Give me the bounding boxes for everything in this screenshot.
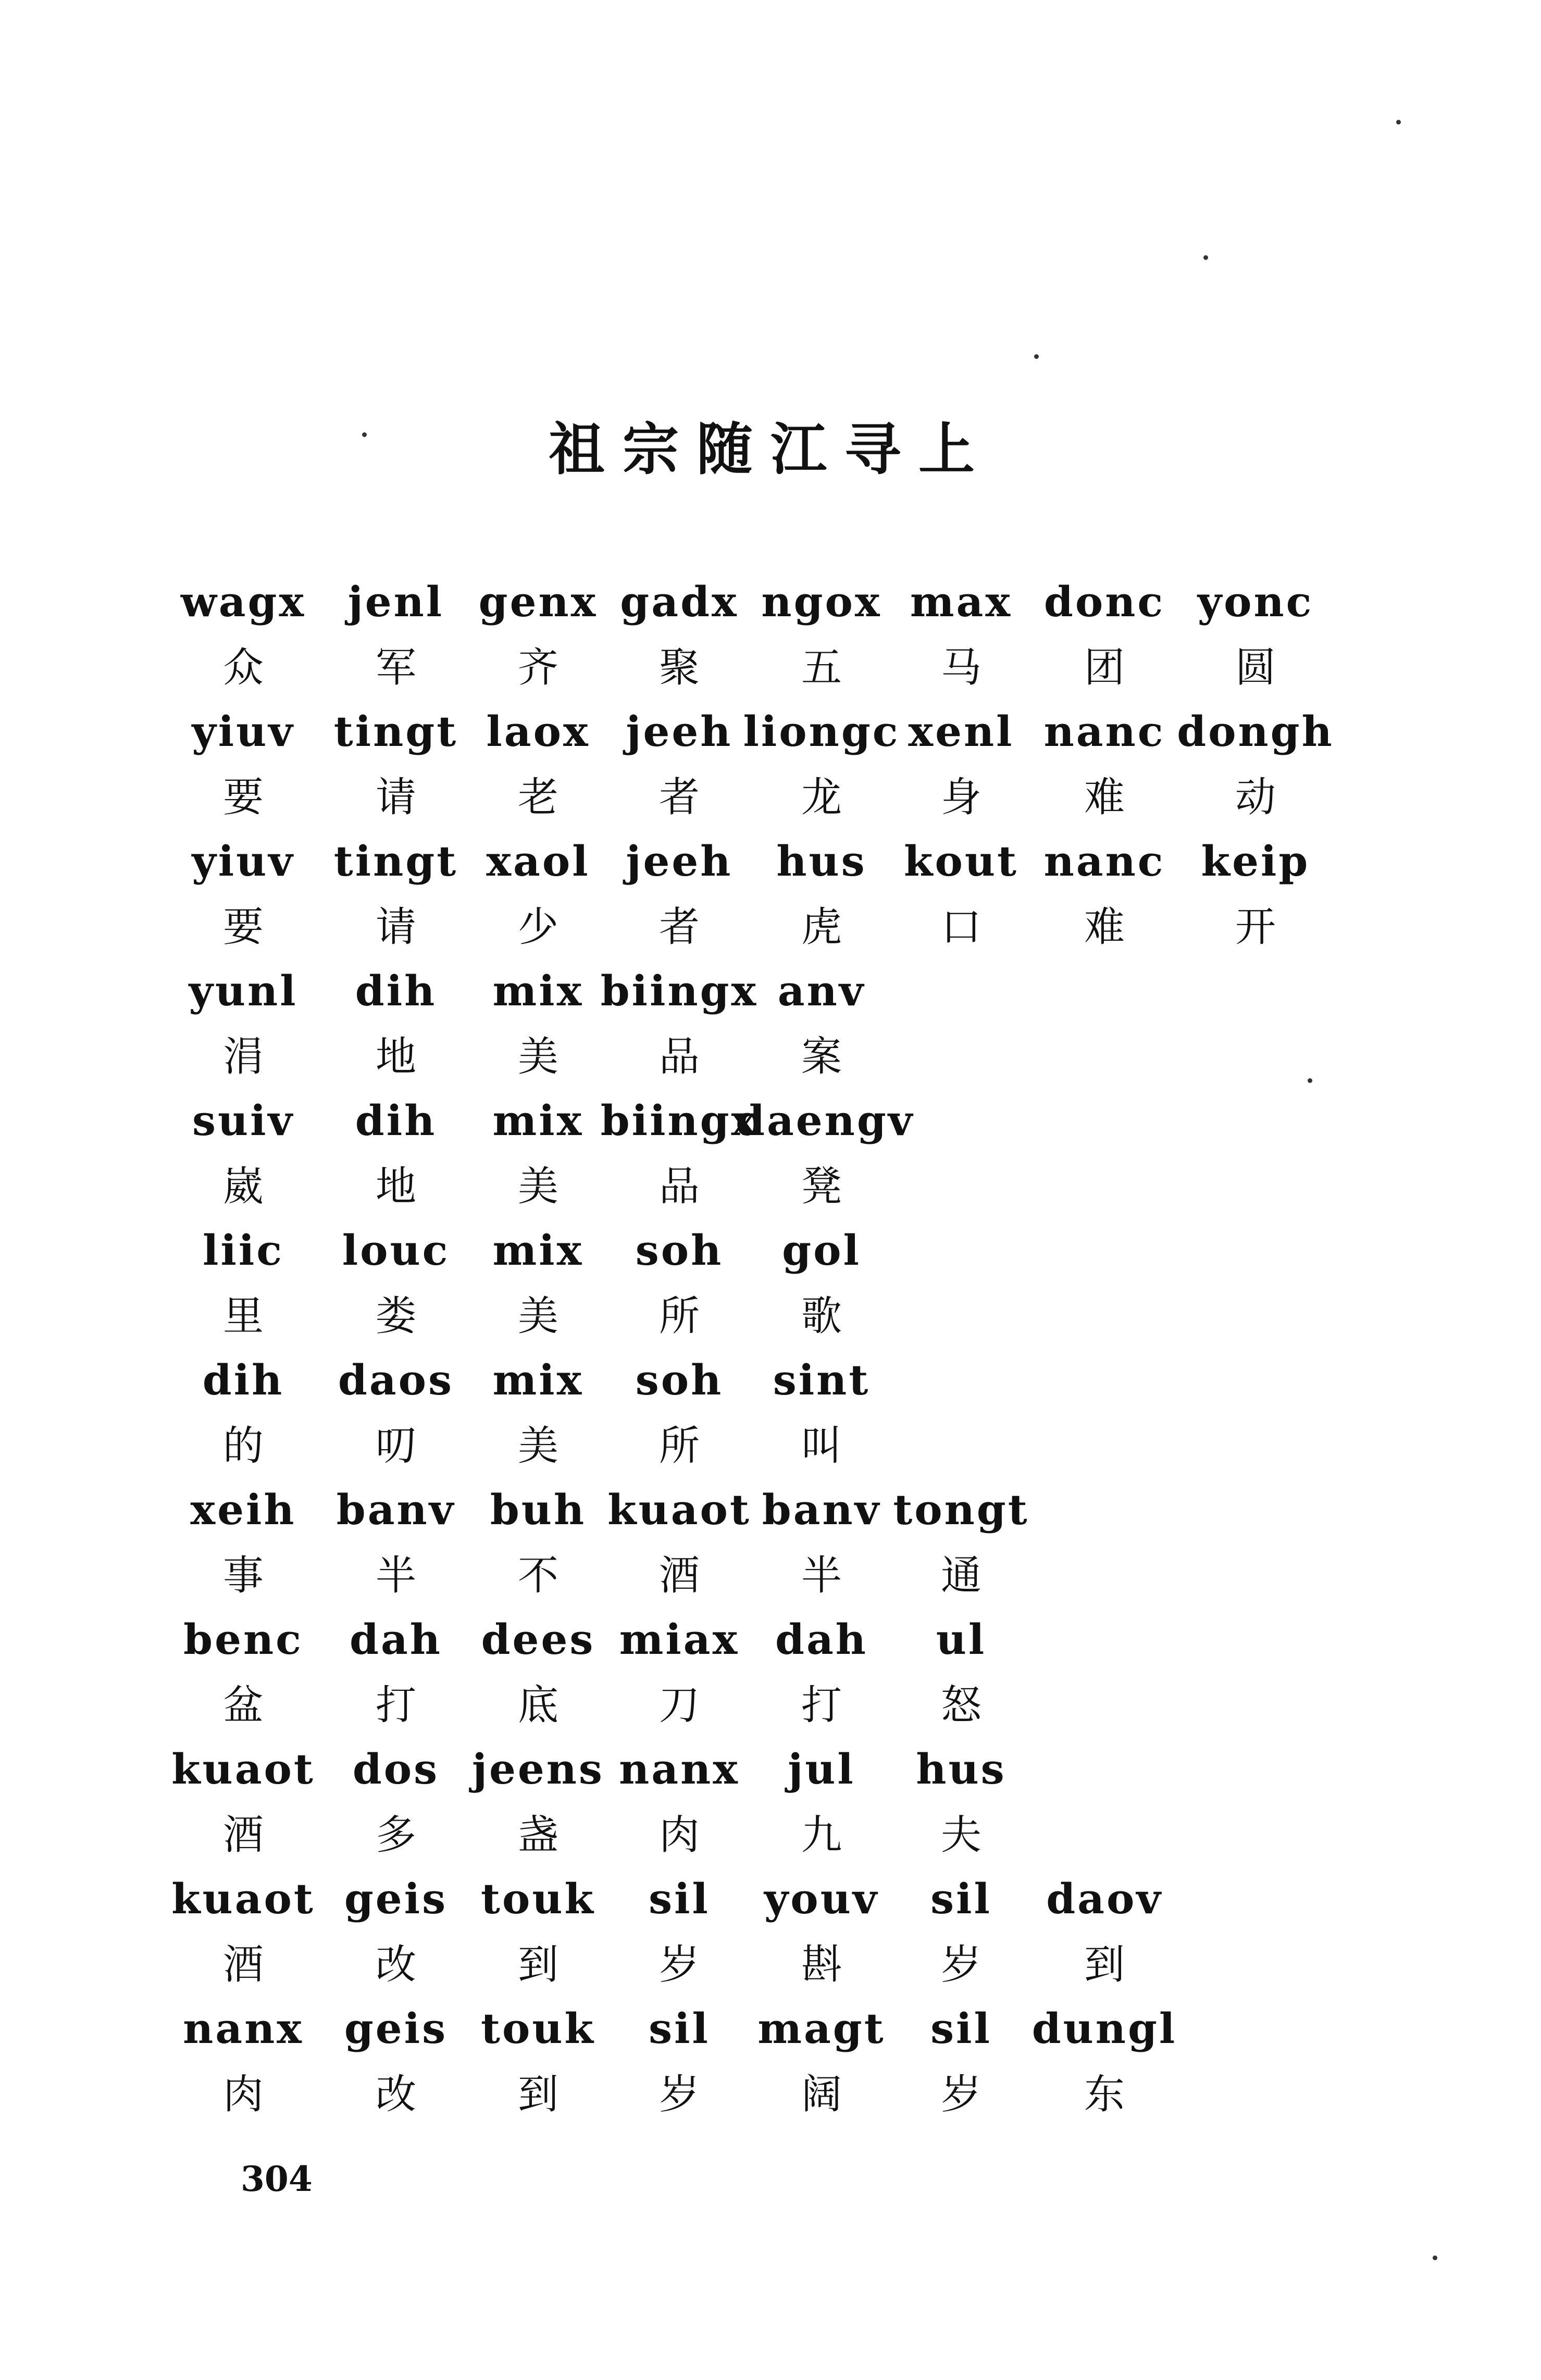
romanized-word: sil — [930, 2004, 992, 2053]
hanzi-character: 岁 — [658, 2071, 700, 2118]
hanzi-character: 叨 — [375, 1423, 416, 1469]
scan-speck — [362, 432, 367, 437]
hanzi-character: 酒 — [658, 1552, 700, 1599]
romanized-word: geis — [344, 1874, 448, 1923]
hanzi-character: 涓 — [222, 1033, 264, 1080]
hanzi-character: 所 — [658, 1293, 700, 1340]
hanzi-character: 通 — [940, 1552, 981, 1599]
hanzi-character: 聚 — [658, 644, 700, 691]
romanized-word: mix — [492, 1226, 584, 1275]
romanized-word: tingt — [333, 707, 458, 756]
romanized-word: dih — [355, 966, 437, 1015]
hanzi-character: 酒 — [222, 1941, 264, 1988]
hanzi-row — [0, 644, 1541, 715]
hanzi-character: 齐 — [517, 644, 558, 691]
hanzi-character: 军 — [375, 644, 416, 691]
hanzi-character: 要 — [222, 774, 264, 821]
romanized-word: nanc — [1043, 837, 1165, 886]
romanized-word: banv — [336, 1485, 456, 1534]
romanized-word: tongt — [893, 1485, 1029, 1534]
romanized-word: dih — [202, 1355, 284, 1404]
romanization-row — [0, 966, 1541, 1038]
romanized-word: dos — [352, 1744, 440, 1793]
romanized-word: liic — [203, 1226, 284, 1275]
romanized-word: sil — [649, 2004, 710, 2053]
hanzi-row — [0, 2071, 1541, 2142]
romanized-word: daos — [338, 1355, 454, 1404]
romanized-word: laox — [486, 707, 590, 756]
romanized-word: benc — [183, 1615, 303, 1664]
romanized-word: mix — [492, 966, 584, 1015]
hanzi-character: 打 — [801, 1682, 842, 1729]
hanzi-character: 马 — [940, 644, 981, 691]
hanzi-character: 盆 — [222, 1682, 264, 1729]
hanzi-character: 圆 — [1235, 644, 1276, 691]
romanized-word: keip — [1201, 837, 1310, 886]
romanization-row — [0, 1615, 1541, 1686]
hanzi-character: 刀 — [658, 1682, 700, 1729]
hanzi-character: 少 — [517, 904, 558, 951]
hanzi-character: 夫 — [940, 1812, 981, 1859]
hanzi-character: 地 — [375, 1033, 416, 1080]
romanized-word: dongh — [1177, 707, 1334, 756]
hanzi-character: 叫 — [801, 1423, 842, 1469]
romanized-word: mix — [492, 1096, 584, 1145]
hanzi-row — [0, 904, 1541, 975]
hanzi-character: 盏 — [517, 1812, 558, 1859]
hanzi-character: 口 — [940, 904, 981, 951]
romanized-word: jul — [788, 1744, 855, 1793]
hanzi-character: 品 — [658, 1163, 700, 1210]
hanzi-character: 歌 — [801, 1293, 842, 1340]
hanzi-character: 不 — [517, 1552, 558, 1599]
scan-speck — [1433, 2256, 1437, 2260]
romanization-row — [0, 577, 1541, 649]
hanzi-character: 美 — [517, 1033, 558, 1080]
romanized-word: hus — [776, 837, 867, 886]
hanzi-character: 美 — [517, 1423, 558, 1469]
romanized-word: kuaot — [171, 1744, 315, 1793]
hanzi-character: 请 — [375, 774, 416, 821]
hanzi-character: 肉 — [658, 1812, 700, 1859]
scan-speck — [1308, 1078, 1312, 1083]
hanzi-row — [0, 1163, 1541, 1234]
hanzi-character: 里 — [222, 1293, 264, 1340]
romanized-word: jenl — [347, 577, 444, 626]
hanzi-character: 底 — [517, 1682, 558, 1729]
romanized-word: daov — [1046, 1874, 1163, 1923]
romanization-row — [0, 707, 1541, 778]
romanization-row — [0, 1485, 1541, 1556]
romanized-word: touk — [481, 2004, 595, 2053]
hanzi-character: 老 — [517, 774, 558, 821]
romanized-word: daengv — [736, 1096, 915, 1145]
hanzi-character: 改 — [375, 2071, 416, 2118]
romanized-word: touk — [481, 1874, 595, 1923]
hanzi-character: 请 — [375, 904, 416, 951]
romanized-word: jeeh — [626, 837, 733, 886]
romanized-word: biingx — [600, 966, 759, 1015]
hanzi-row — [0, 1293, 1541, 1364]
romanized-word: sil — [930, 1874, 992, 1923]
page-title: 祖宗随江寻上 — [548, 417, 992, 482]
romanized-word: kuaot — [607, 1485, 751, 1534]
hanzi-character: 多 — [375, 1812, 416, 1859]
hanzi-character: 者 — [658, 774, 700, 821]
romanized-word: gol — [782, 1226, 861, 1275]
hanzi-character: 岁 — [940, 2071, 981, 2118]
romanized-word: dungl — [1032, 2004, 1177, 2053]
hanzi-row — [0, 1941, 1541, 2012]
hanzi-character: 酒 — [222, 1812, 264, 1859]
romanized-word: suiv — [192, 1096, 295, 1145]
romanization-row — [0, 1744, 1541, 1816]
hanzi-row — [0, 1423, 1541, 1493]
page-number: 304 — [241, 2159, 313, 2199]
romanized-word: ngox — [761, 577, 882, 626]
hanzi-character: 斟 — [801, 1941, 842, 1988]
hanzi-character: 龙 — [801, 774, 842, 821]
romanized-word: max — [910, 577, 1013, 626]
hanzi-character: 凳 — [801, 1163, 842, 1210]
hanzi-character: 动 — [1235, 774, 1276, 821]
hanzi-character: 改 — [375, 1941, 416, 1988]
hanzi-character: 开 — [1235, 904, 1276, 951]
hanzi-character: 娄 — [375, 1293, 416, 1340]
hanzi-character: 岁 — [658, 1941, 700, 1988]
hanzi-row — [0, 1552, 1541, 1623]
romanized-word: soh — [635, 1226, 724, 1275]
romanized-word: yunl — [189, 966, 298, 1015]
hanzi-character: 岁 — [940, 1941, 981, 1988]
romanized-word: soh — [635, 1355, 724, 1404]
romanized-word: jeens — [472, 1744, 604, 1793]
romanized-word: buh — [490, 1485, 587, 1534]
romanized-word: miax — [619, 1615, 740, 1664]
romanized-word: xenl — [908, 707, 1014, 756]
romanized-word: liongc — [743, 707, 900, 756]
hanzi-character: 众 — [222, 644, 264, 691]
romanized-word: geis — [344, 2004, 448, 2053]
romanized-word: nanc — [1043, 707, 1165, 756]
hanzi-row — [0, 1682, 1541, 1753]
hanzi-character: 身 — [940, 774, 981, 821]
romanized-word: sil — [649, 1874, 710, 1923]
romanized-word: genx — [478, 577, 598, 626]
romanization-row — [0, 2004, 1541, 2075]
hanzi-character: 难 — [1084, 774, 1125, 821]
hanzi-character: 要 — [222, 904, 264, 951]
romanized-word: sint — [773, 1355, 871, 1404]
hanzi-character: 阔 — [801, 2071, 842, 2118]
hanzi-character: 东 — [1084, 2071, 1125, 2118]
romanized-word: donc — [1043, 577, 1165, 626]
hanzi-row — [0, 1033, 1541, 1104]
hanzi-character: 肉 — [222, 2071, 264, 2118]
hanzi-row — [0, 1812, 1541, 1883]
hanzi-character: 到 — [1084, 1941, 1125, 1988]
hanzi-character: 所 — [658, 1423, 700, 1469]
romanization-row — [0, 1874, 1541, 1946]
hanzi-character: 到 — [517, 2071, 558, 2118]
romanized-word: kout — [904, 837, 1018, 886]
romanization-row — [0, 1226, 1541, 1297]
hanzi-character: 美 — [517, 1293, 558, 1340]
hanzi-character: 打 — [375, 1682, 416, 1729]
romanized-word: jeeh — [626, 707, 733, 756]
hanzi-character: 难 — [1084, 904, 1125, 951]
romanized-word: ul — [936, 1615, 987, 1664]
romanization-row — [0, 837, 1541, 908]
romanized-word: dih — [355, 1096, 437, 1145]
romanized-word: dah — [350, 1615, 442, 1664]
hanzi-character: 的 — [222, 1423, 264, 1469]
romanized-word: louc — [342, 1226, 450, 1275]
romanized-word: nanx — [183, 2004, 304, 2053]
romanized-word: wagx — [180, 577, 306, 626]
hanzi-character: 美 — [517, 1163, 558, 1210]
romanized-word: biingx — [600, 1096, 759, 1145]
scan-speck — [1034, 354, 1039, 359]
romanization-row — [0, 1096, 1541, 1167]
hanzi-character: 九 — [801, 1812, 842, 1859]
romanized-word: dah — [775, 1615, 868, 1664]
hanzi-row — [0, 774, 1541, 845]
romanized-word: nanx — [619, 1744, 740, 1793]
romanized-word: hus — [916, 1744, 1006, 1793]
romanized-word: yiuv — [192, 837, 295, 886]
romanization-row — [0, 1355, 1541, 1427]
romanized-word: banv — [762, 1485, 881, 1534]
romanized-word: xaol — [486, 837, 590, 886]
romanized-word: yiuv — [192, 707, 295, 756]
romanized-word: kuaot — [171, 1874, 315, 1923]
hanzi-character: 品 — [658, 1033, 700, 1080]
scan-speck — [1396, 120, 1401, 124]
romanized-word: tingt — [333, 837, 458, 886]
romanized-word: mix — [492, 1355, 584, 1404]
hanzi-character: 五 — [801, 644, 842, 691]
romanized-word: youv — [764, 1874, 879, 1923]
hanzi-character: 崴 — [222, 1163, 264, 1210]
romanized-word: magt — [757, 2004, 886, 2053]
hanzi-character: 团 — [1084, 644, 1125, 691]
hanzi-character: 事 — [222, 1552, 264, 1599]
romanized-word: dees — [481, 1615, 595, 1664]
hanzi-character: 半 — [375, 1552, 416, 1599]
romanized-word: yonc — [1197, 577, 1314, 626]
hanzi-character: 虎 — [801, 904, 842, 951]
romanized-word: xeih — [190, 1485, 296, 1534]
scan-speck — [1203, 255, 1208, 260]
hanzi-character: 案 — [801, 1033, 842, 1080]
romanized-word: gadx — [620, 577, 739, 626]
hanzi-character: 怒 — [940, 1682, 981, 1729]
hanzi-character: 到 — [517, 1941, 558, 1988]
romanized-word: anv — [777, 966, 866, 1015]
hanzi-character: 半 — [801, 1552, 842, 1599]
hanzi-character: 地 — [375, 1163, 416, 1210]
hanzi-character: 者 — [658, 904, 700, 951]
